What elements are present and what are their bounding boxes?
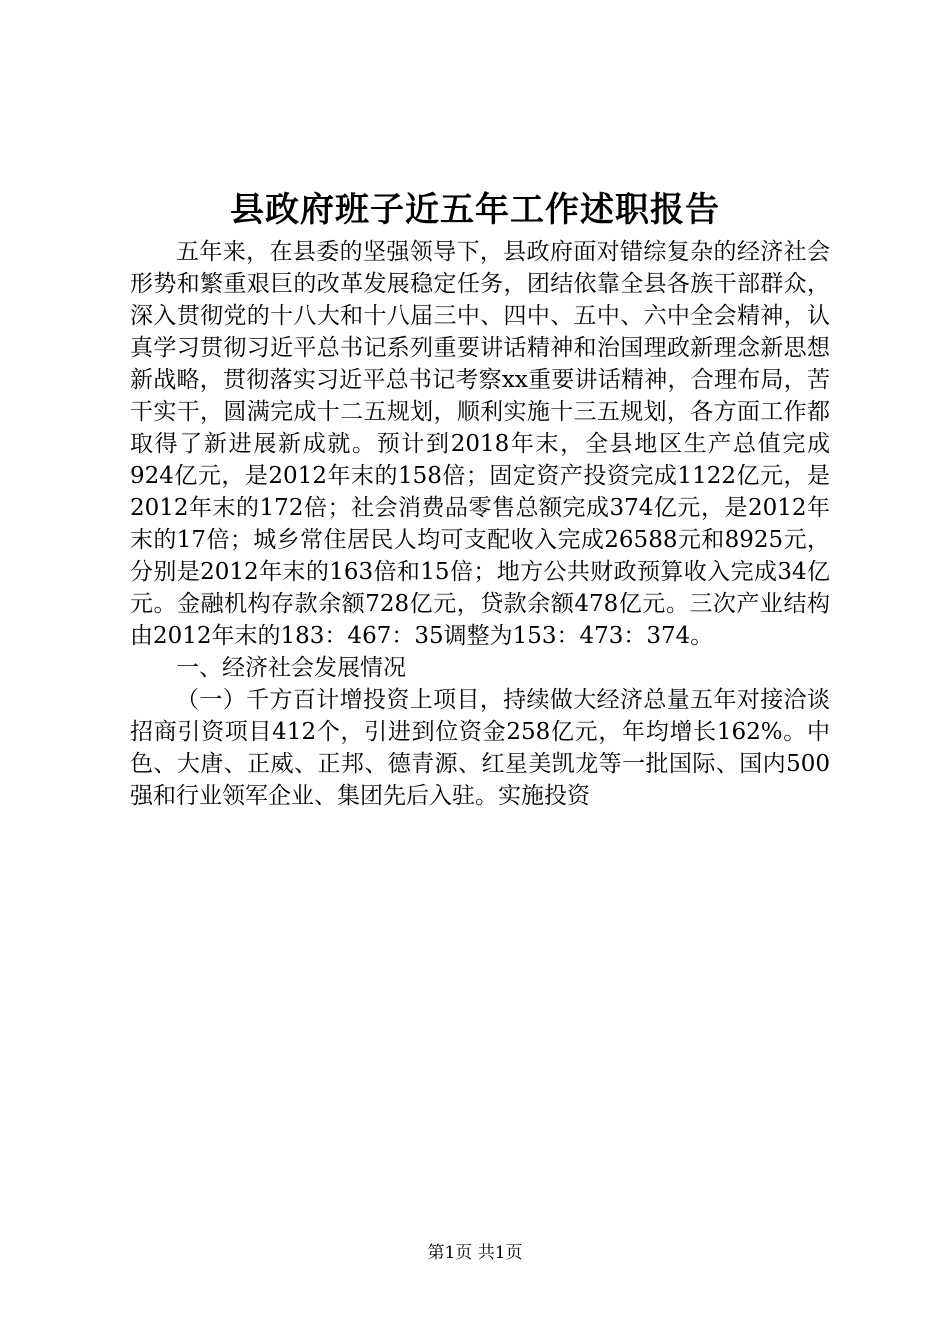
section-heading: 一、经济社会发展情况 xyxy=(176,655,406,681)
document-body xyxy=(130,236,830,812)
page-number-footer: 第1页 共1页 xyxy=(427,1243,523,1263)
document-title: 县政府班子近五年工作述职报告 xyxy=(230,190,720,230)
paragraph-investment: （一）千方百计增投资上项目，持续做大经济总量五年对接洽谈招商引资项目412个，引进到位资金258亿元，年均增长162%。中色、大唐、正威、正邦、德青源、红星美凯龙等一批国际、国内500强和行业领军企业、集团先后入驻。实施投资 xyxy=(130,687,830,809)
paragraph-intro: 五年来，在县委的坚强领导下，县政府面对错综复杂的经济社会形势和繁重艰巨的改革发展稳定任务，团结依靠全县各族干部群众，深入贯彻党的十八大和十八届三中、四中、五中、六中全会精神，认真学习贯彻习近平总书记系列重要讲话精神和治国理政新理念新思想新战略，贯彻落实习近平总书记考察xx重要讲话精神，合理布局，苦干实干，圆满完成十二五规划，顺利实施十三五规划，各方面工作都取得了新进展新成就。预计到2018年末，全县地区生产总值完成924亿元，是2012年末的158倍；固定资产投资完成1122亿元，是2012年末的172倍；社会消费品零售总额完成374亿元，是2012年末的17倍；城乡常住居民人均可支配收入完成26588元和8925元，分别是2012年末的163倍和15倍；地方公共财政预算收入完成34亿元。金融机构存款余额728亿元，贷款余额478亿元。三次产业结构由2012年末的183：467：35调整为153：473：374。 xyxy=(130,239,830,649)
